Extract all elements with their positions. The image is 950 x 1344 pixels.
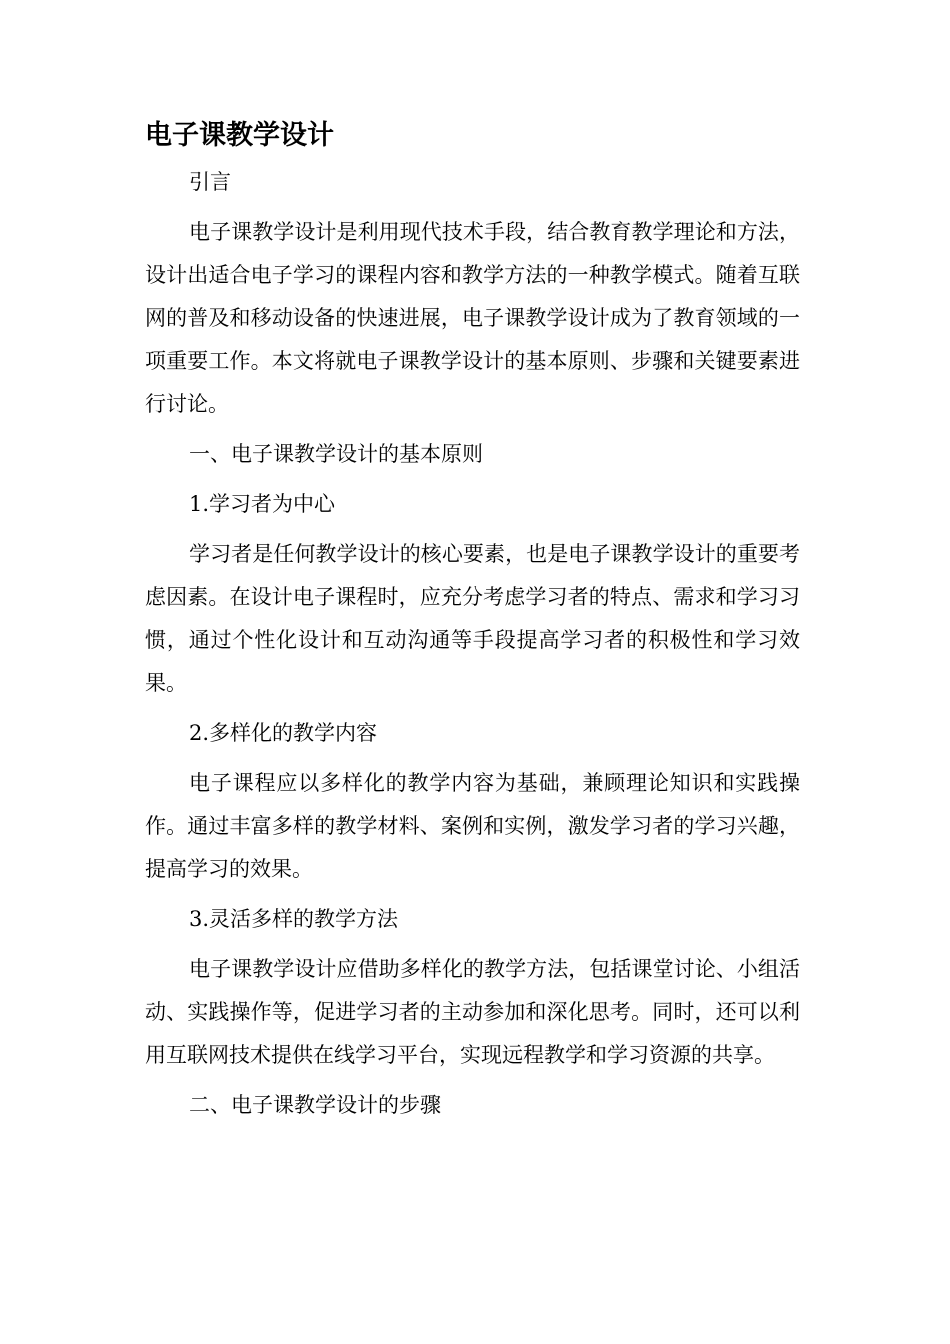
section-heading-principles: 一、电子课教学设计的基本原则 [189,442,483,466]
paragraph-flexible-methods: 电子课教学设计应借助多样化的教学方法，包括课堂讨论、小组活动、实践操作等，促进学习者的主动参加和深化思考。同时，还可以利用互联网技术提供在线学习平台，实现远程教学和学习资源的共享。 [145,957,800,1067]
paragraph-learner-centered: 学习者是任何教学设计的核心要素，也是电子课教学设计的重要考虑因素。在设计电子课程时，应充分考虑学习者的特点、需求和学习习惯，通过个性化设计和互动沟通等手段提高学习者的积极性和学习效果。 [145,542,800,695]
section-heading-steps: 二、电子课教学设计的步骤 [189,1093,441,1117]
heading-introduction: 引言 [189,170,231,194]
subheading-learner-centered: 1.学习者为中心 [189,492,336,516]
subheading-diverse-content: 2.多样化的教学内容 [189,721,378,745]
subheading-flexible-methods: 3.灵活多样的教学方法 [189,907,399,931]
document-body [145,114,800,1134]
document-title: 电子课教学设计 [145,120,334,151]
paragraph-introduction: 电子课教学设计是利用现代技术手段，结合教育教学理论和方法，设计出适合电子学习的课程内容和教学方法的一种教学模式。随着互联网的普及和移动设备的快速进展，电子课教学设计成为了教育领域的一项重要工作。本文将就电子课教学设计的基本原则、步骤和关键要素进行讨论。 [145,220,800,416]
paragraph-diverse-content: 电子课程应以多样化的教学内容为基础，兼顾理论知识和实践操作。通过丰富多样的教学材料、案例和实例，激发学习者的学习兴趣，提高学习的效果。 [145,771,800,881]
